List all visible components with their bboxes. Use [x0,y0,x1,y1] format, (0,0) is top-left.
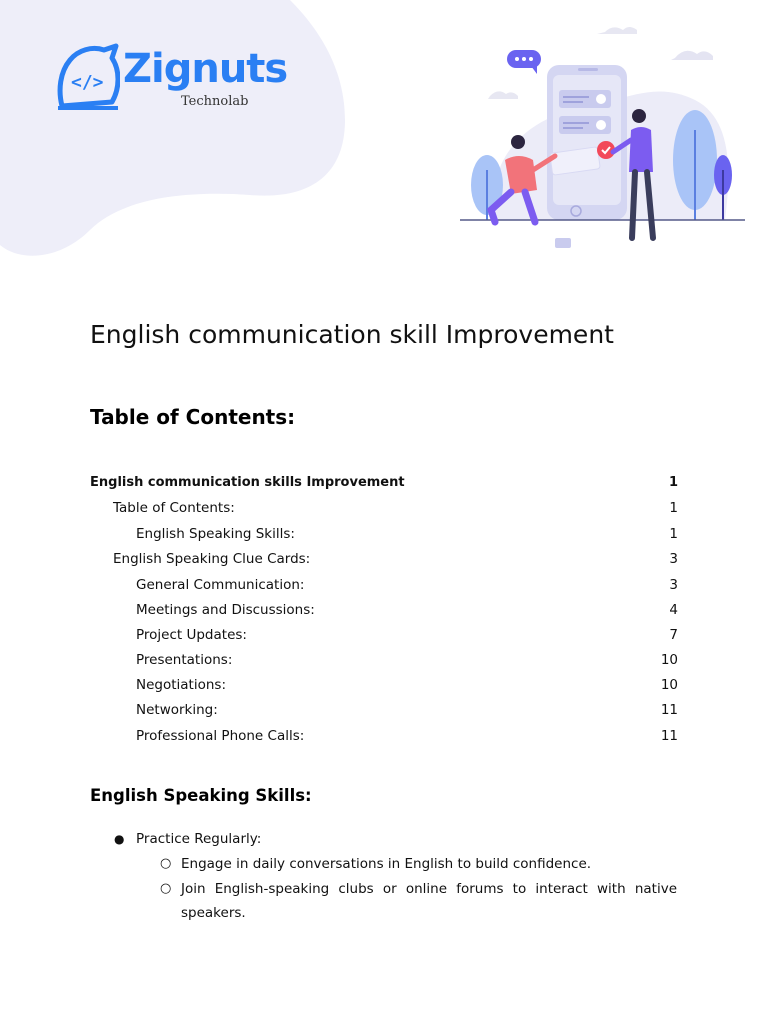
toc-entry-label[interactable]: Table of Contents: [113,500,235,516]
toc-entry[interactable] [0,475,768,495]
toc-entry-page: 11 [660,702,678,718]
toc-entry-label[interactable]: English Speaking Clue Cards: [113,551,311,567]
mobile-app-team-illustration [455,20,750,260]
toc-entry-label[interactable]: Professional Phone Calls: [136,728,305,744]
toc-entry-page: 1 [668,475,678,490]
toc-entry-label[interactable]: Negotiations: [136,677,226,693]
code-shield-icon [56,42,120,112]
toc-entry[interactable] [0,728,768,748]
toc-entry-page: 10 [660,677,678,693]
toc-entry-page: 1 [669,500,678,516]
sub-list-item [160,877,677,925]
toc-entry-label[interactable]: Networking: [136,702,218,718]
toc-entry-label[interactable]: Meetings and Discussions: [136,602,315,618]
logo-subtitle: Technolab [181,94,249,109]
document-title: English communication skill Improvement [90,320,614,349]
toc-entry[interactable] [0,577,768,597]
list-item [114,827,676,851]
toc-entry-page: 4 [669,602,678,618]
company-logo [56,40,288,120]
toc-entry[interactable] [0,602,768,622]
toc-entry[interactable] [0,677,768,697]
toc-entry[interactable] [0,526,768,546]
toc-entry-page: 7 [669,627,678,643]
toc-entry-label[interactable]: General Communication: [136,577,305,593]
toc-entry-page: 3 [669,551,678,567]
hollow-bullet-icon: ○ [160,881,172,896]
toc-entry[interactable] [0,702,768,722]
toc-entry-label[interactable]: Project Updates: [136,627,247,643]
sub-list-item [160,852,677,876]
toc-entry-page: 1 [669,526,678,542]
toc-heading: Table of Contents: [90,405,296,429]
hollow-bullet-icon: ○ [160,856,172,871]
toc-entry-page: 3 [669,577,678,593]
sub-list-item-text: Engage in daily conversations in English to build confidence. [181,856,592,872]
svg-text:</>: </> [71,72,104,93]
toc-entry[interactable] [0,652,768,672]
logo-wordmark: Zignuts [123,46,288,92]
toc-entry-page: 11 [660,728,678,744]
sub-list-item-text: Join English-speaking clubs or online forums to interact with native speakers. [181,881,677,921]
toc-entry-label[interactable]: English communication skills Improvement [90,475,405,490]
toc-entry[interactable] [0,551,768,571]
toc-entry[interactable] [0,500,768,520]
bullet-icon: ● [114,832,125,846]
toc-entry-label[interactable]: Presentations: [136,652,233,668]
toc-entry-label[interactable]: English Speaking Skills: [136,526,295,542]
toc-entry[interactable] [0,627,768,647]
section-heading: English Speaking Skills: [90,786,312,805]
list-item-text: Practice Regularly: [136,831,262,847]
toc-entry-page: 10 [660,652,678,668]
